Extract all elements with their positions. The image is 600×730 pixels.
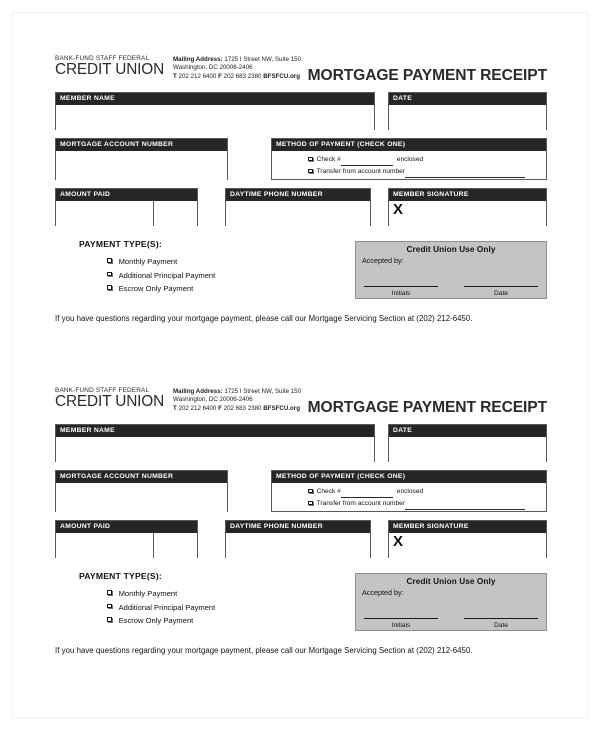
payment-type-additional-principal[interactable] — [107, 601, 215, 615]
check-number-write-line[interactable] — [341, 486, 393, 498]
checkbox-icon[interactable] — [107, 285, 112, 290]
member-signature-field[interactable] — [388, 188, 547, 226]
amount-paid-field[interactable] — [55, 520, 198, 558]
amount-paid-input[interactable] — [56, 533, 197, 558]
document-page — [12, 12, 588, 718]
checkbox-icon[interactable] — [107, 617, 112, 622]
fax-number: 202 683 2380 — [223, 404, 262, 412]
mortgage-account-number-input[interactable] — [56, 483, 227, 512]
payment-type-additional-principal[interactable] — [107, 269, 215, 283]
phone-number: 202 212 6400 — [178, 72, 217, 80]
payment-type-monthly-label: Monthly Payment — [118, 257, 178, 266]
checkbox-icon[interactable] — [308, 157, 313, 162]
address-city-state-zip: Washington, DC 20006-2406 — [173, 64, 253, 72]
method-of-payment-group — [271, 138, 547, 180]
logo-line-1: BANK-FUND STAFF FEDERAL — [55, 387, 150, 394]
credit-union-signature-lines — [356, 618, 546, 619]
amount-paid-label: AMOUNT PAID — [56, 189, 197, 201]
payment-type-monthly[interactable] — [107, 255, 215, 269]
field-row-identity — [55, 424, 547, 462]
member-signature-label: MEMBER SIGNATURE — [389, 521, 546, 533]
daytime-phone-field[interactable] — [225, 188, 371, 226]
footnote-text: If you have questions regarding your mortgage payment, please call our Mortgage Servicing Section at (202) 212-6450. — [55, 646, 473, 655]
date-write-line[interactable] — [464, 618, 538, 619]
member-name-field[interactable] — [55, 92, 375, 130]
transfer-account-write-line[interactable] — [405, 498, 525, 510]
initials-label: Initials — [391, 290, 411, 297]
receipt-header — [55, 387, 547, 421]
payment-type-escrow-only[interactable] — [107, 614, 215, 628]
accepted-by-label: Accepted by: — [362, 256, 404, 265]
mortgage-account-number-field[interactable] — [55, 138, 228, 180]
credit-union-line-labels — [356, 622, 546, 629]
address-street: 1725 I Street NW, Suite 150 — [224, 388, 302, 395]
logo-line-1: BANK-FUND STAFF FEDERAL — [55, 55, 150, 62]
mortgage-account-number-input[interactable] — [56, 151, 227, 180]
accepted-by-label: Accepted by: — [362, 588, 404, 597]
payment-types-options — [107, 587, 215, 628]
credit-union-use-title: Credit Union Use Only — [406, 577, 496, 586]
payment-types-section — [55, 239, 547, 301]
member-name-field[interactable] — [55, 424, 375, 462]
daytime-phone-input[interactable] — [226, 201, 370, 226]
phone-number: 202 212 6400 — [178, 404, 217, 412]
address-city-state-zip: Washington, DC 20006-2406 — [173, 396, 253, 404]
payment-types-options — [107, 255, 215, 296]
date-label: DATE — [389, 93, 546, 105]
payment-type-additional-principal-label: Additional Principal Payment — [118, 602, 216, 612]
date-label: DATE — [389, 425, 546, 437]
payment-type-escrow-only[interactable] — [107, 282, 215, 296]
payment-type-monthly[interactable] — [107, 587, 215, 601]
member-signature-input[interactable] — [389, 533, 546, 558]
method-option-transfer-prefix: Transfer from account number — [316, 168, 406, 176]
member-name-input[interactable] — [56, 437, 374, 462]
phone-label: T — [173, 404, 177, 412]
date-input[interactable] — [389, 105, 546, 130]
field-row-amount-phone-signature — [55, 520, 547, 558]
receipt-header — [55, 55, 547, 89]
method-option-check[interactable] — [308, 154, 546, 166]
checkbox-icon[interactable] — [107, 590, 112, 595]
field-row-account-method — [55, 138, 547, 180]
mailing-address-label: Mailing Address: — [173, 56, 223, 63]
credit-union-use-only-box — [355, 241, 547, 299]
fax-label: F — [218, 404, 222, 412]
member-name-input[interactable] — [56, 105, 374, 130]
payment-types-section — [55, 571, 547, 633]
field-row-amount-phone-signature — [55, 188, 547, 226]
daytime-phone-input[interactable] — [226, 533, 370, 558]
phone-label: T — [173, 72, 177, 80]
method-option-transfer[interactable] — [308, 498, 546, 510]
date-field[interactable] — [388, 424, 547, 462]
method-of-payment-label: METHOD OF PAYMENT (CHECK ONE) — [272, 471, 546, 483]
field-row-account-method — [55, 470, 547, 512]
initials-write-line[interactable] — [364, 286, 438, 287]
method-of-payment-label: METHOD OF PAYMENT (CHECK ONE) — [272, 139, 546, 151]
fax-label: F — [218, 72, 222, 80]
payment-types-title: PAYMENT TYPE(S): — [79, 239, 162, 249]
date-label: Date — [494, 622, 508, 629]
transfer-account-write-line[interactable] — [405, 166, 525, 178]
method-of-payment-options — [272, 483, 546, 510]
credit-union-logo — [55, 55, 163, 78]
initials-label: Initials — [391, 622, 411, 629]
checkbox-icon[interactable] — [107, 272, 112, 277]
credit-union-logo — [55, 387, 163, 410]
check-number-write-line[interactable] — [341, 154, 393, 166]
mailing-address-block — [173, 56, 301, 81]
method-of-payment-options — [272, 151, 546, 178]
page-title: MORTGAGE PAYMENT RECEIPT — [307, 67, 547, 84]
payment-type-additional-principal-label: Additional Principal Payment — [118, 270, 216, 280]
website: BFSFCU.org — [263, 72, 300, 80]
checkbox-icon[interactable] — [308, 169, 313, 174]
checkbox-icon[interactable] — [308, 501, 313, 506]
daytime-phone-label: DAYTIME PHONE NUMBER — [226, 521, 370, 533]
method-option-transfer[interactable] — [308, 166, 546, 178]
payment-type-monthly-label: Monthly Payment — [118, 589, 178, 598]
checkbox-icon[interactable] — [107, 258, 112, 263]
address-street: 1725 I Street NW, Suite 150 — [224, 56, 302, 63]
payment-type-escrow-only-label: Escrow Only Payment — [118, 616, 194, 626]
page-title: MORTGAGE PAYMENT RECEIPT — [307, 399, 547, 416]
method-option-check-prefix: Check # — [316, 488, 341, 496]
field-row-identity — [55, 92, 547, 130]
credit-union-use-only-box — [355, 573, 547, 631]
mailing-address-block — [173, 388, 301, 413]
amount-paid-label: AMOUNT PAID — [56, 521, 197, 533]
method-of-payment-group — [271, 470, 547, 512]
date-field[interactable] — [388, 92, 547, 130]
amount-paid-input[interactable] — [56, 201, 197, 226]
mortgage-account-number-field[interactable] — [55, 470, 228, 512]
method-option-check-suffix: enclosed — [396, 488, 424, 496]
method-option-transfer-prefix: Transfer from account number — [316, 500, 406, 508]
method-option-check[interactable] — [308, 486, 546, 498]
payment-types-title: PAYMENT TYPE(S): — [79, 571, 162, 581]
receipt-copy-2 — [55, 387, 547, 655]
checkbox-icon[interactable] — [308, 489, 313, 494]
receipt-copy-1 — [55, 55, 547, 323]
logo-line-2: CREDIT UNION — [55, 393, 165, 410]
member-signature-input[interactable] — [389, 201, 546, 226]
signature-x-mark: X — [393, 533, 404, 551]
method-option-check-suffix: enclosed — [396, 156, 424, 164]
mortgage-account-number-label: MORTGAGE ACCOUNT NUMBER — [56, 471, 227, 483]
fax-number: 202 683 2380 — [223, 72, 262, 80]
mortgage-account-number-label: MORTGAGE ACCOUNT NUMBER — [56, 139, 227, 151]
member-signature-field[interactable] — [388, 520, 547, 558]
signature-x-mark: X — [393, 201, 404, 219]
date-write-line[interactable] — [464, 286, 538, 287]
footnote-text: If you have questions regarding your mortgage payment, please call our Mortgage Servicing Section at (202) 212-6450. — [55, 314, 473, 323]
initials-write-line[interactable] — [364, 618, 438, 619]
member-signature-label: MEMBER SIGNATURE — [389, 189, 546, 201]
method-option-check-prefix: Check # — [316, 156, 341, 164]
date-label: Date — [494, 290, 508, 297]
amount-cents-divider — [153, 201, 154, 226]
logo-line-2: CREDIT UNION — [55, 61, 165, 78]
mailing-address-label: Mailing Address: — [173, 388, 223, 395]
credit-union-line-labels — [356, 290, 546, 297]
daytime-phone-label: DAYTIME PHONE NUMBER — [226, 189, 370, 201]
amount-cents-divider — [153, 533, 154, 558]
payment-type-escrow-only-label: Escrow Only Payment — [118, 284, 194, 294]
credit-union-signature-lines — [356, 286, 546, 287]
member-name-label: MEMBER NAME — [56, 425, 374, 437]
checkbox-icon[interactable] — [107, 604, 112, 609]
date-input[interactable] — [389, 437, 546, 462]
website: BFSFCU.org — [263, 404, 300, 412]
daytime-phone-field[interactable] — [225, 520, 371, 558]
credit-union-use-title: Credit Union Use Only — [406, 245, 496, 254]
member-name-label: MEMBER NAME — [56, 93, 374, 105]
amount-paid-field[interactable] — [55, 188, 198, 226]
